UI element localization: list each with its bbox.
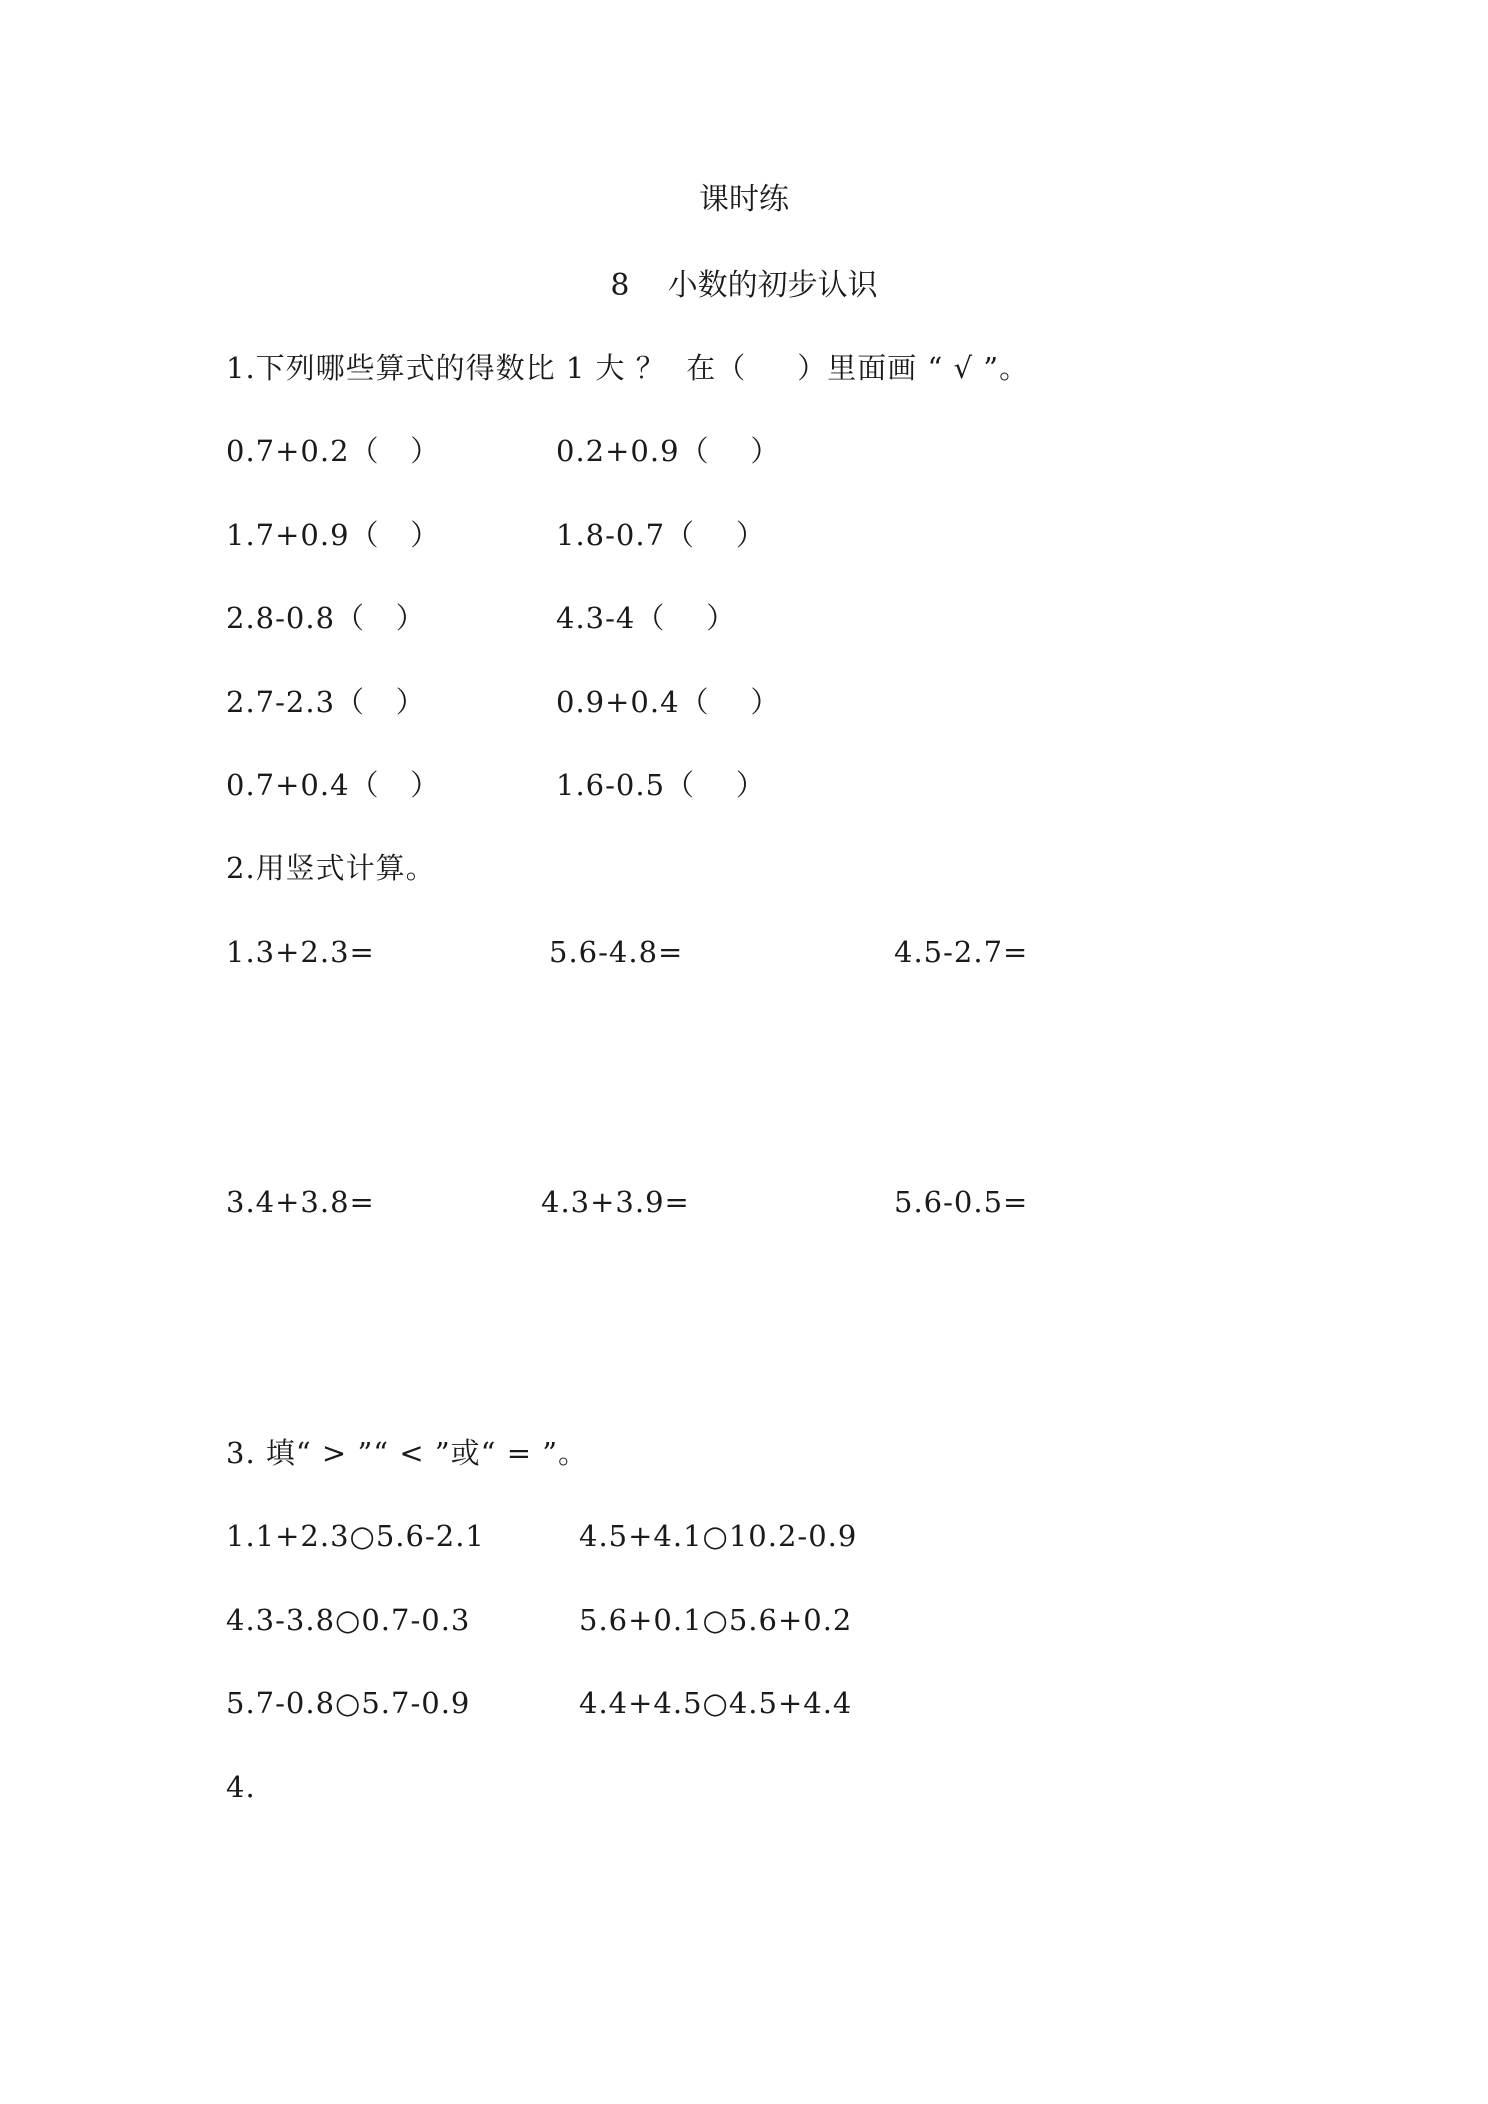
- q1-item: 1.6-0.5（ ）: [556, 768, 766, 802]
- lesson-subtitle: 8 小数的初步认识: [610, 268, 878, 303]
- q1-item: 0.9+0.4（ ）: [556, 685, 781, 719]
- question-2-prompt: 2.用竖式计算。: [226, 851, 436, 885]
- q2-item: 4.3+3.9=: [541, 1185, 690, 1219]
- q1-item: 4.3-4（ ）: [556, 601, 737, 635]
- q1-item: 1.8-0.7（ ）: [556, 518, 766, 552]
- q1-item: 0.7+0.4（ ）: [226, 768, 441, 802]
- q2-item: 3.4+3.8=: [226, 1185, 375, 1219]
- q3-item: 4.5+4.1○10.2-0.9: [579, 1519, 858, 1553]
- q3-item: 5.6+0.1○5.6+0.2: [579, 1603, 853, 1637]
- q1-item: 2.7-2.3（ ）: [226, 685, 426, 719]
- q1-item: 0.2+0.9（ ）: [556, 434, 781, 468]
- q2-item: 1.3+2.3=: [226, 935, 375, 969]
- q2-item: 5.6-4.8=: [549, 935, 684, 969]
- q1-item: 1.7+0.9（ ）: [226, 518, 441, 552]
- q2-item: 4.5-2.7=: [894, 935, 1029, 969]
- q3-item: 1.1+2.3○5.6-2.1: [226, 1519, 485, 1553]
- page-title: 课时练: [699, 182, 789, 217]
- q3-item: 4.4+4.5○4.5+4.4: [579, 1686, 853, 1720]
- q3-item: 4.3-3.8○0.7-0.3: [226, 1603, 471, 1637]
- q1-item: 0.7+0.2（ ）: [226, 434, 441, 468]
- q1-item: 2.8-0.8（ ）: [226, 601, 426, 635]
- q3-item: 5.7-0.8○5.7-0.9: [226, 1686, 471, 1720]
- question-4-prompt: 4.: [226, 1770, 256, 1804]
- question-1-prompt: 1.下列哪些算式的得数比 1 大 ？ 在（ ）里面画 “ √ ”。: [226, 351, 1030, 385]
- question-3-prompt: 3. 填“ > ”“ < ”或“ = ”。: [226, 1436, 589, 1470]
- q2-item: 5.6-0.5=: [894, 1185, 1029, 1219]
